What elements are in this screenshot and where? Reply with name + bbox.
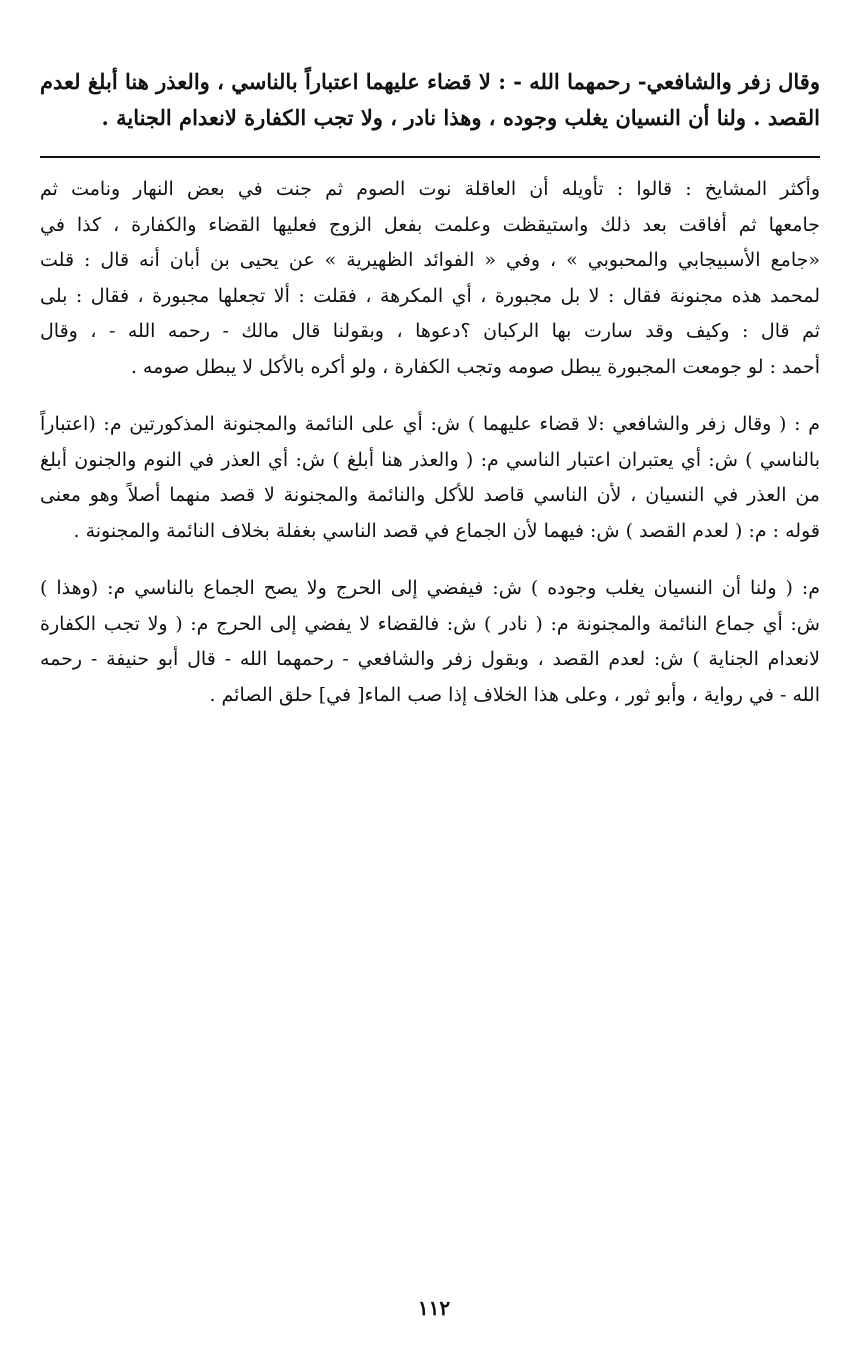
commentary-line: قوله : م: ( لعدم القصد ) ش: فيهما لأن الجماع في قصد الناسي بغفلة بخلاف النائمة والمجنونة . bbox=[73, 519, 820, 542]
page-content bbox=[40, 64, 820, 735]
commentary-paragraph bbox=[40, 172, 820, 385]
commentary-line: م : ( وقال زفر والشافعي :لا قضاء عليهما ) ش: أي على النائمة والمجنونة المذكورتين م: (اعتباراً bbox=[40, 413, 820, 435]
commentary-line: ثم قال : وكيف وقد سارت بها الركبان ؟دعوها ، وبقولنا قال مالك - رحمه الله - ، وقال bbox=[40, 320, 820, 342]
commentary-paragraph bbox=[40, 407, 820, 549]
commentary-line: وأكثر المشايخ : قالوا : تأويله أن العاقلة نوت الصوم ثم جنت في بعض النهار ونامت ثم bbox=[40, 178, 820, 200]
commentary-paragraph bbox=[40, 571, 820, 713]
commentary-line: من العذر في النسيان ، لأن الناسي قاصد للأكل والنائمة والمجنونة لا قصد منهما أصلاً وهو معنى bbox=[40, 484, 820, 506]
main-text-block bbox=[40, 64, 820, 136]
commentary-line: بالناسي ) ش: أي يعتبران اعتبار الناسي م: ( والعذر هنا أبلغ ) ش: أي العذر في النوم والجنون أبلغ bbox=[40, 448, 820, 471]
commentary-line: لانعدام الجناية ) ش: لعدم القصد ، وبقول زفر والشافعي - رحمهما الله - قال أبو حنيفة - رحمه bbox=[40, 648, 820, 670]
commentary-line: ش: أي جماع النائمة والمجنونة م: ( نادر ) ش: فالقضاء لا يفضي إلى الحرج م: ( ولا تجب الكفارة bbox=[40, 612, 820, 635]
page-number: ١١٢ bbox=[417, 1296, 451, 1320]
commentary-block bbox=[40, 172, 820, 713]
commentary-line: جامعها ثم أفاقت بعد ذلك واستيقظت وعلمت بفعل الزوج فعليها القضاء والكفارة ، كذا في bbox=[40, 213, 820, 236]
commentary-line: لمحمد هذه مجنونة فقال : لا بل مجبورة ، أي المكرهة ، فقلت : ألا تجعلها مجبورة ، فقال : بلى bbox=[40, 284, 820, 307]
commentary-line: الله - في رواية ، وأبو ثور ، وعلى هذا الخلاف إذا صب الماء[ في] حلق الصائم . bbox=[209, 683, 820, 706]
separator-rule bbox=[40, 156, 820, 158]
commentary-line: أحمد : لو جومعت المجبورة يبطل صومه وتجب الكفارة ، ولو أكره بالأكل لا يبطل صومه . bbox=[130, 355, 820, 378]
main-text-line: وقال زفر والشافعي- رحمهما الله - : لا قضاء عليهما اعتباراً بالناسي ، والعذر هنا أبلغ لعدم bbox=[40, 69, 820, 94]
main-text-line: القصد . ولنا أن النسيان يغلب وجوده ، وهذا نادر ، ولا تجب الكفارة لانعدام الجناية . bbox=[101, 105, 820, 130]
commentary-line: «جامع الأسبيجابي والمحبوبي » ، وفي « الفوائد الظهيرية » عن يحيى بن أبان أنه قال : قلت bbox=[40, 249, 820, 271]
commentary-line: م: ( ولنا أن النسيان يغلب وجوده ) ش: فيفضي إلى الحرج ولا يصح الجماع بالناسي م: (وهذا ) bbox=[40, 577, 820, 599]
